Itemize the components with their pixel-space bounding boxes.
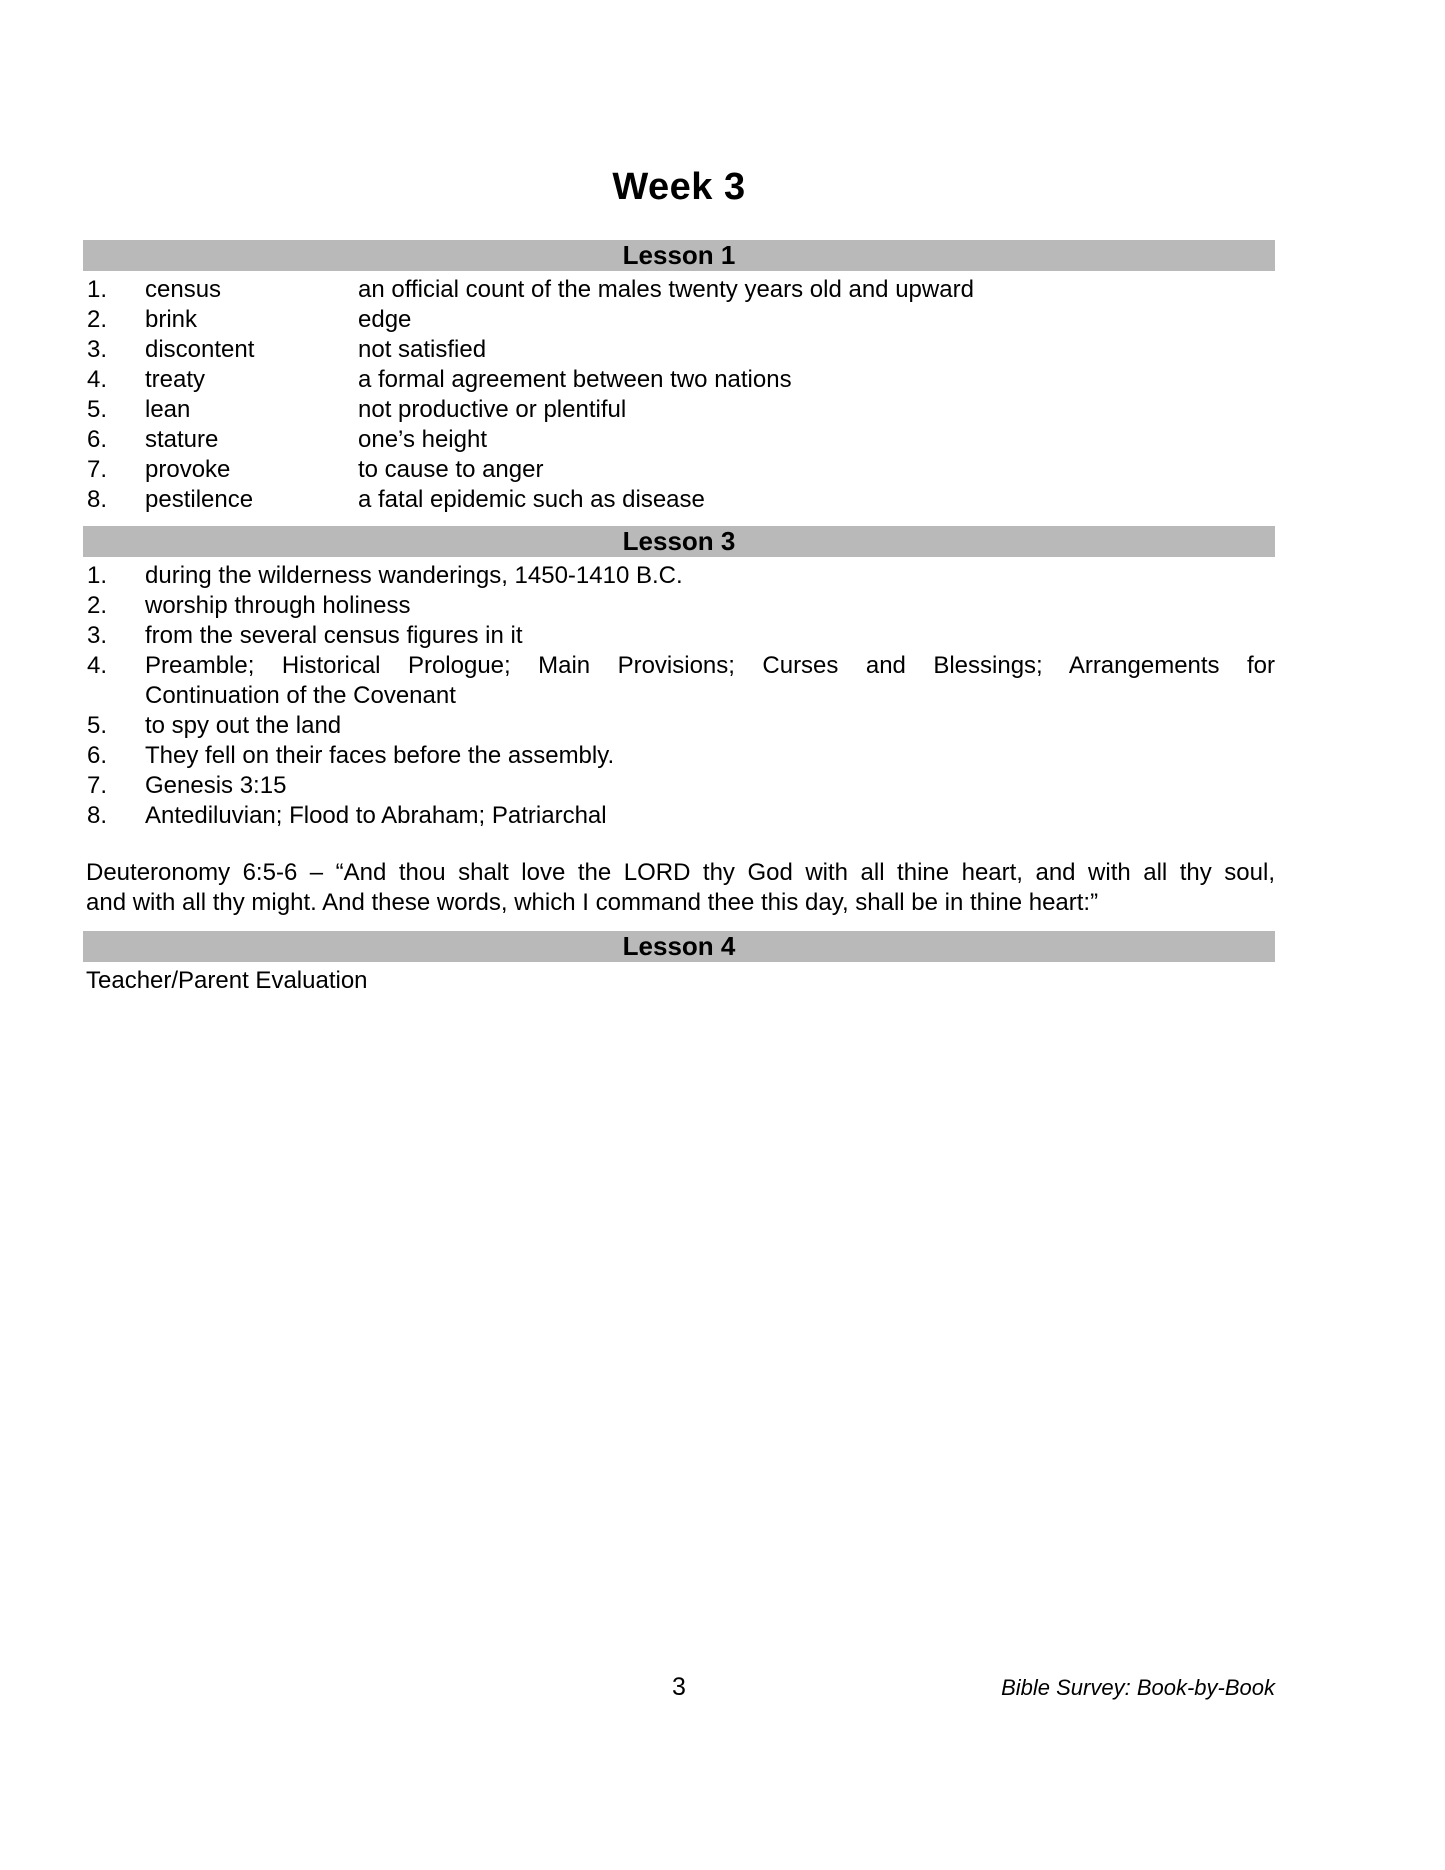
vocab-item	[83, 365, 1275, 395]
item-number: 5.	[87, 396, 108, 423]
answer-item	[83, 591, 1275, 621]
answer-text: Antediluvian; Flood to Abraham; Patriarchal	[145, 802, 607, 829]
lesson3-answer-list	[83, 561, 1275, 831]
answer-item	[83, 621, 1275, 651]
lesson4-body-text: Teacher/Parent Evaluation	[86, 967, 368, 994]
vocab-definition: not productive or plentiful	[358, 396, 627, 423]
vocab-term: provoke	[145, 456, 231, 483]
answer-item	[83, 741, 1275, 771]
item-number: 8.	[87, 486, 108, 513]
vocab-item	[83, 305, 1275, 335]
answer-item	[83, 771, 1275, 801]
answer-text: worship through holiness	[145, 592, 411, 619]
vocab-item	[83, 455, 1275, 485]
item-number: 1.	[87, 562, 108, 589]
answer-item	[83, 801, 1275, 831]
item-number: 2.	[87, 592, 108, 619]
item-number: 5.	[87, 712, 108, 739]
item-number: 6.	[87, 742, 108, 769]
answer-item	[83, 561, 1275, 591]
item-number: 3.	[87, 622, 108, 649]
vocab-term: treaty	[145, 366, 206, 393]
vocab-item	[83, 275, 1275, 305]
vocab-item	[83, 425, 1275, 455]
vocab-term: pestilence	[145, 486, 254, 513]
vocab-item	[83, 485, 1275, 515]
lesson4-heading-banner: Lesson 4	[83, 931, 1275, 962]
item-number: 1.	[87, 276, 108, 303]
page-footer	[83, 1672, 1275, 1706]
item-number: 6.	[87, 426, 108, 453]
vocab-term: brink	[145, 306, 198, 333]
answer-text: They fell on their faces before the assembly.	[145, 742, 615, 769]
vocab-definition: to cause to anger	[358, 456, 544, 483]
lesson3-heading-banner: Lesson 3	[83, 526, 1275, 557]
item-number: 3.	[87, 336, 108, 363]
answer-text-line: Continuation of the Covenant	[145, 682, 456, 709]
vocab-item	[83, 335, 1275, 365]
answer-text: to spy out the land	[145, 712, 342, 739]
item-number: 8.	[87, 802, 108, 829]
answer-item	[83, 651, 1275, 711]
vocab-term: stature	[145, 426, 219, 453]
vocab-definition: an official count of the males twenty years old and upward	[358, 276, 974, 303]
page-title: Week 3	[612, 166, 746, 208]
vocab-definition: not satisfied	[358, 336, 487, 363]
answer-text	[145, 651, 1275, 711]
vocab-definition: edge	[358, 306, 412, 333]
answer-text: from the several census figures in it	[145, 622, 523, 649]
answer-text: during the wilderness wanderings, 1450-1410 B.C.	[145, 562, 683, 589]
page-number: 3	[672, 1673, 686, 1701]
vocab-definition: one’s height	[358, 426, 487, 453]
scripture-quote-line: Deuteronomy 6:5-6 – “And thou shalt love the LORD thy God with all thine heart, and with all thy soul,	[86, 859, 1275, 886]
answer-text: Genesis 3:15	[145, 772, 287, 799]
vocab-definition: a formal agreement between two nations	[358, 366, 792, 393]
item-number: 2.	[87, 306, 108, 333]
item-number: 4.	[87, 366, 108, 393]
vocab-term: lean	[145, 396, 191, 423]
scripture-quote-line: and with all thy might. And these words, which I command thee this day, shall be in thine heart:”	[86, 889, 1099, 916]
answer-text-line: Preamble; Historical Prologue; Main Provisions; Curses and Blessings; Arrangements for	[145, 652, 1275, 679]
scripture-quote	[83, 858, 1275, 918]
vocab-definition: a fatal epidemic such as disease	[358, 486, 705, 513]
vocab-term: discontent	[145, 336, 255, 363]
page-content	[83, 0, 1275, 996]
vocab-term: census	[145, 276, 222, 303]
lesson1-vocab-list	[83, 275, 1275, 515]
vocab-item	[83, 395, 1275, 425]
lesson1-heading-banner: Lesson 1	[83, 240, 1275, 271]
item-number: 4.	[87, 652, 108, 679]
item-number: 7.	[87, 772, 108, 799]
answer-item	[83, 711, 1275, 741]
book-title: Bible Survey: Book-by-Book	[1001, 1675, 1275, 1700]
item-number: 7.	[87, 456, 108, 483]
